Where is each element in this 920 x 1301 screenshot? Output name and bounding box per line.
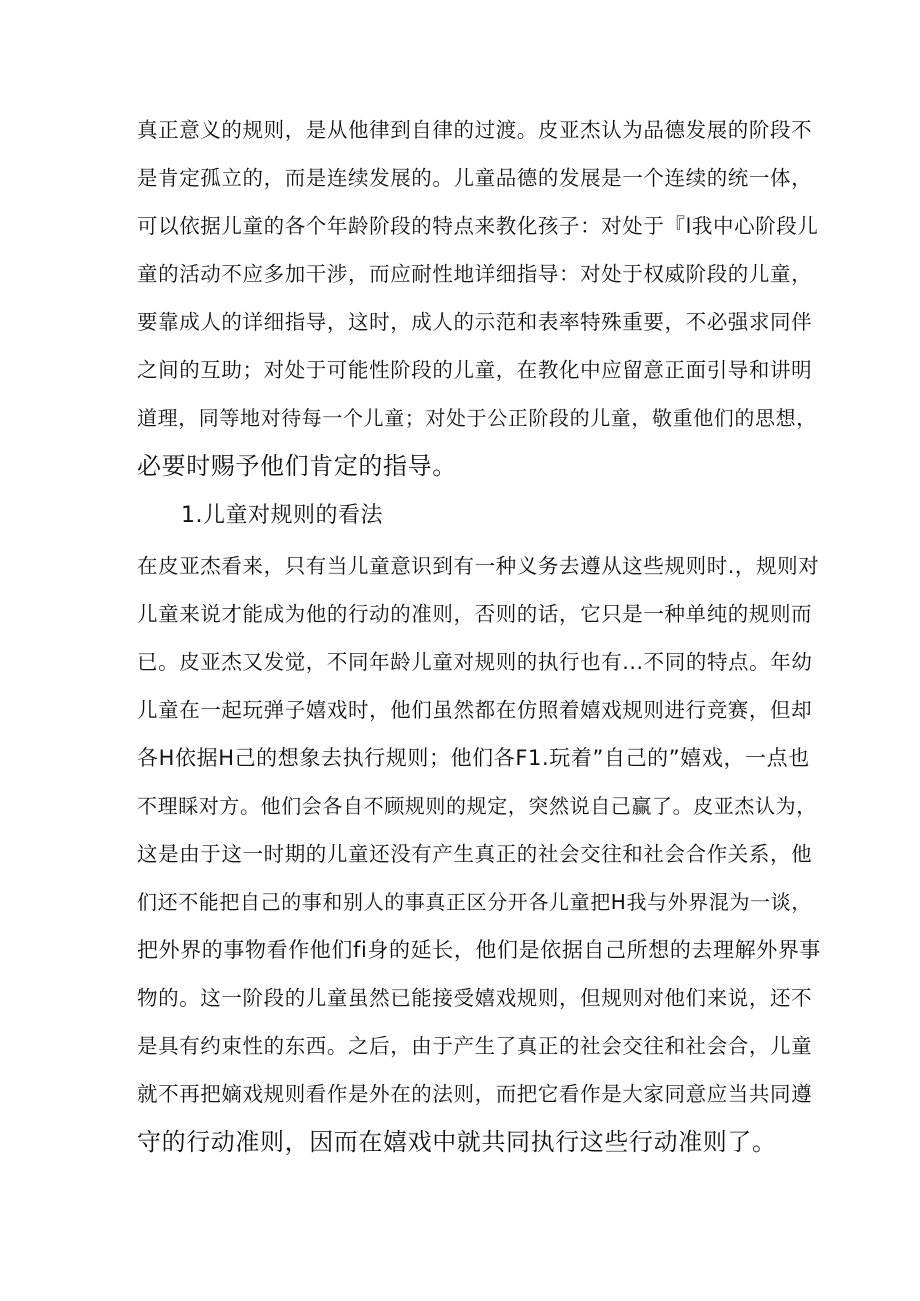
paragraph-2-line-5: 各H依据H己的想象去执行规则；他们各F1.玩着”自己的”嬉戏，一点也 xyxy=(137,746,810,770)
paragraph-2-line-13: 守的行动准则，因而在嬉戏中就共同执行这些行动准则了。 xyxy=(137,1128,777,1156)
paragraph-2-line-3: 已。皮亚杰又发觉，不同年龄儿童对规则的执行也有...不同的特点。年幼 xyxy=(137,650,813,674)
paragraph-2-line-2: 儿童来说才能成为他的行动的准则，否则的话，它只是一种单纯的规则而 xyxy=(137,602,813,626)
paragraph-2-line-11: 是具有约束性的东西。之后，由于产生了真正的社会交往和社会合，儿童 xyxy=(137,1034,813,1058)
paragraph-1-line-3: 可以依据儿童的各个年龄阶段的特点来教化孩子：对处于『l我中心阶段儿 xyxy=(137,214,819,238)
paragraph-1-line-2: 是肯定孤立的，而是连续发展的。儿童品德的发展是一个连续的统一体， xyxy=(137,166,813,190)
paragraph-1-line-4: 童的活动不应多加干涉，而应耐性地详细指导：对处于权威阶段的儿童， xyxy=(137,262,813,286)
paragraph-2-line-4: 儿童在一起玩弹子嬉戏时，他们虽然都在仿照着嬉戏规则进行竞赛，但却 xyxy=(137,698,813,722)
paragraph-2-line-1: 在皮亚杰看来，只有当儿童意识到有一种义务去遵从这些规则时.，规则对 xyxy=(137,554,820,578)
paragraph-1-line-6: 之间的互助；对处于可能性阶段的儿童，在教化中应留意正面引导和讲明 xyxy=(137,358,813,382)
paragraph-1-line-7: 道理，同等地对待每一个儿童；对处于公正阶段的儿童，敬重他们的思想， xyxy=(137,406,817,430)
paragraph-2-line-10: 物的。这一阶段的儿童虽然已能接受嬉戏规则，但规则对他们来说，还不 xyxy=(137,986,813,1010)
paragraph-2-line-7: 这是由于这一时期的儿童还没有产生真正的社会交往和社会合作关系，他 xyxy=(137,842,813,866)
paragraph-1-line-5: 要靠成人的详细指导，这时，成人的示范和表率特殊重要，不必强求同伴 xyxy=(137,310,813,334)
paragraph-1-line-1: 真正意义的规则，是从他律到自律的过渡。皮亚杰认为品德发展的阶段不 xyxy=(137,118,813,142)
paragraph-2-line-9: 把外界的事物看作他们fi身的延长，他们是依据自己所想的去理解外界事 xyxy=(137,938,822,962)
paragraph-1-line-8: 必要时赐予他们肯定的指导。 xyxy=(137,452,457,480)
paragraph-2-line-12: 就不再把嫡戏规则看作是外在的法则，而把它看作是大家同意应当共同遵 xyxy=(137,1082,813,1106)
paragraph-2-line-6: 不理睬对方。他们会各自不顾规则的规定，突然说自己赢了。皮亚杰认为， xyxy=(137,794,817,818)
section-heading: 1.儿童对规则的看法 xyxy=(181,503,383,528)
paragraph-2-line-8: 们还不能把自己的事和别人的事真正区分开各儿童把H我与外界混为一谈， xyxy=(137,890,812,914)
